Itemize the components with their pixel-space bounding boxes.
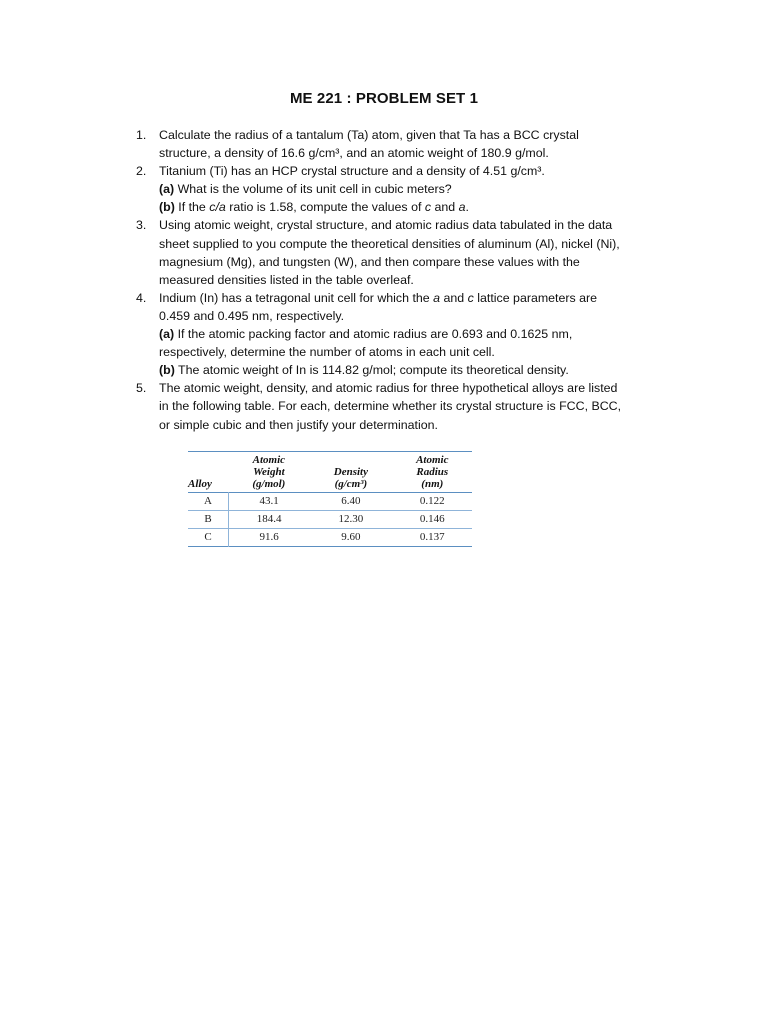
part-label: (b) bbox=[159, 200, 175, 215]
problem-text-line: Titanium (Ti) has an HCP crystal structure and a density of 4.51 g/cm³. bbox=[159, 164, 545, 179]
cell-atomic-radius: 0.122 bbox=[419, 495, 445, 507]
cell-atomic-weight: 91.6 bbox=[259, 531, 279, 543]
part-text: If the bbox=[174, 200, 210, 215]
part-text: and bbox=[431, 200, 459, 215]
part-text: . bbox=[465, 200, 469, 215]
part-text: The atomic weight of In is 114.82 g/mol; compute its theoretical density. bbox=[174, 363, 569, 378]
problem-text-line: in the following table. For each, determine whether its crystal structure is FCC, BCC, bbox=[159, 399, 622, 414]
part-text: ratio is 1.58, compute the values of bbox=[225, 200, 425, 215]
problem-text-line bbox=[159, 289, 656, 307]
cell-density: 12.30 bbox=[338, 513, 364, 525]
cell-atomic-radius: 0.146 bbox=[419, 513, 445, 525]
header-text: Atomic bbox=[416, 454, 449, 466]
problem-number: 3. bbox=[136, 218, 147, 233]
cell-alloy: C bbox=[188, 529, 229, 547]
problem-text-line: The atomic weight, density, and atomic radius for three hypothetical alloys are listed bbox=[159, 381, 618, 396]
cell-atomic-weight: 43.1 bbox=[259, 495, 279, 507]
table-header-row bbox=[188, 452, 472, 493]
header-atomic-radius bbox=[393, 452, 472, 493]
problem-text-line: 0.459 and 0.495 nm, respectively. bbox=[159, 308, 345, 323]
table-row bbox=[188, 493, 472, 511]
cell-alloy: B bbox=[188, 511, 229, 529]
problem-text-line: Calculate the radius of a tantalum (Ta) atom, given that Ta has a BCC crystal bbox=[159, 128, 579, 142]
problem-part-a bbox=[159, 180, 656, 198]
header-atomic-weight bbox=[229, 452, 310, 493]
problem-text-line: structure, a density of 16.6 g/cm³, and an atomic weight of 180.9 g/mol. bbox=[159, 146, 549, 161]
problem-part-b bbox=[159, 361, 656, 379]
table-row bbox=[188, 511, 472, 529]
problem-text-line: measured densities listed in the table overleaf. bbox=[159, 272, 414, 287]
header-density bbox=[309, 452, 392, 493]
variable: c bbox=[424, 200, 432, 215]
part-label: (a) bbox=[159, 182, 175, 197]
variable: a bbox=[458, 200, 466, 215]
cell-atomic-weight: 184.4 bbox=[256, 513, 282, 525]
problem-part-b bbox=[159, 198, 656, 216]
problem-text-line: or simple cubic and then justify your determination. bbox=[159, 417, 438, 432]
problem-number: 4. bbox=[136, 290, 147, 305]
header-text: (nm) bbox=[421, 478, 444, 490]
cell-density: 9.60 bbox=[341, 531, 361, 543]
variable: c/a bbox=[209, 200, 226, 215]
problem-number: 1. bbox=[136, 128, 147, 142]
problem-number: 2. bbox=[136, 164, 147, 179]
header-text: Radius bbox=[416, 466, 449, 478]
problem-list bbox=[136, 126, 656, 434]
problem-text-line: magnesium (Mg), and tungsten (W), and then compare these values with the bbox=[159, 254, 580, 269]
problem-text-line: Using atomic weight, crystal structure, and atomic radius data tabulated in the data bbox=[159, 218, 613, 233]
problem-3 bbox=[136, 216, 656, 288]
variable: a bbox=[433, 290, 441, 305]
problem-text-line: sheet supplied to you compute the theoretical densities of aluminum (Al), nickel (Ni), bbox=[159, 236, 620, 251]
cell-density: 6.40 bbox=[341, 495, 361, 507]
page-title: ME 221 : PROBLEM SET 1 bbox=[289, 90, 479, 107]
problem-text-line: respectively, determine the number of atoms in each unit cell. bbox=[159, 345, 495, 360]
header-text: Weight bbox=[253, 466, 285, 478]
cell-atomic-radius: 0.137 bbox=[419, 531, 445, 543]
header-text: (g/mol) bbox=[252, 478, 286, 490]
part-text: lattice parameters are bbox=[473, 290, 598, 305]
part-text: What is the volume of its unit cell in cubic meters? bbox=[174, 182, 452, 197]
part-label: (b) bbox=[159, 363, 175, 378]
part-text: Indium (In) has a tetragonal unit cell for which the bbox=[159, 290, 434, 305]
header-alloy bbox=[188, 452, 229, 493]
header-text: Density bbox=[333, 466, 369, 478]
header-text: Atomic bbox=[252, 454, 286, 466]
variable: c bbox=[467, 290, 474, 305]
problem-part-a bbox=[159, 325, 656, 343]
problem-1 bbox=[136, 126, 656, 162]
cell-alloy: A bbox=[188, 493, 229, 511]
table-row bbox=[188, 529, 472, 547]
problem-2 bbox=[136, 162, 656, 216]
problem-5 bbox=[136, 379, 656, 433]
part-label: (a) bbox=[159, 327, 175, 342]
part-text: If the atomic packing factor and atomic radius are 0.693 and 0.1625 nm, bbox=[174, 327, 573, 342]
problem-4 bbox=[136, 289, 656, 379]
problem-number: 5. bbox=[136, 381, 147, 396]
alloy-data-table bbox=[188, 451, 472, 547]
header-text: Alloy bbox=[188, 478, 212, 490]
part-text: and bbox=[440, 290, 468, 305]
header-text: (g/cm³) bbox=[334, 478, 368, 490]
